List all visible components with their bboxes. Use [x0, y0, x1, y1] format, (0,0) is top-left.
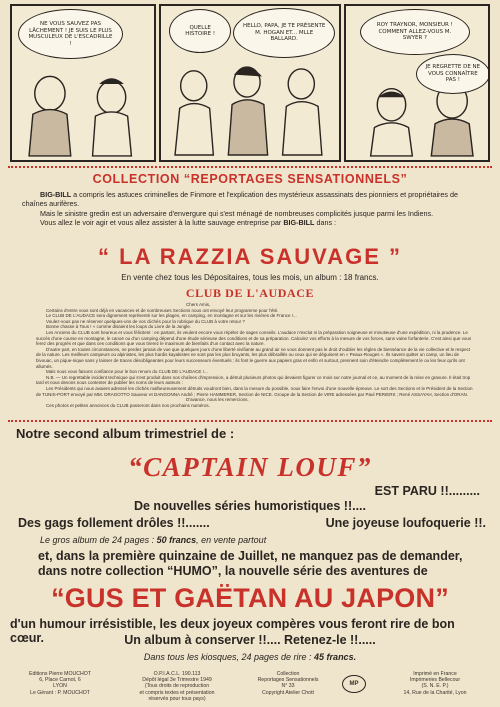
collection-paragraph-text: Vous allez le voir agir et vous allez assister à la lutte sauvage entreprise par: [40, 218, 282, 228]
colophon-line: Dépôt légal 3e Trimestre 1949: [142, 677, 212, 684]
club-title: CLUB DE L'AUDACE: [185, 286, 315, 300]
release-line: et, dans la première quinzaine de Juillet, ne manquez pas de demander,: [38, 549, 463, 563]
colophon-line: N° 33: [281, 683, 295, 690]
price-line-text: en vente partout: [201, 535, 267, 545]
colophon-line: et compris textes et présentation: [139, 689, 215, 696]
comic-panel-3: [344, 4, 490, 162]
colophon-line: Le Gérant : P. MOUCHOT: [30, 689, 90, 696]
collection-line: dans notre collection “HUMO”, la nouvelle série des aventures de: [38, 564, 428, 578]
dotted-divider: [8, 420, 492, 422]
collection-title: COLLECTION “REPORTAGES SENSATIONNELS”: [92, 172, 408, 186]
series-text: De nouvelles séries humoristiques !!....: [133, 499, 366, 513]
colophon-line: Collection: [276, 671, 300, 677]
keep-album-line: Un album à conserver !!.... Retenez-le !!.....: [124, 633, 376, 647]
collection-paragraph: [22, 218, 482, 227]
album-price: 50 francs: [156, 535, 197, 545]
hero-name: BIG-BILL: [283, 218, 315, 228]
humour-line: d'un humour irrésistible, les deux joyeux compères vous feront rire de bon cœur.: [10, 617, 455, 645]
comic-strip: [10, 4, 490, 162]
hero-name: BIG-BILL: [40, 190, 72, 199]
colophon: [12, 671, 488, 705]
colophon-line: 6, Place Carnot, 6: [39, 677, 81, 684]
club-paragraph: Certains d'entre vous sont déjà en vacances et de nombreuses Sections nous ont envoyé leur programme pour l'été.: [46, 307, 279, 313]
club-paragraph: Voulez-vous pas ne réserver quelques-uns de vos clichés pour la rubrique du CLUB à votre retour ?: [46, 318, 245, 324]
gags-text: Des gags follement drôles !!.......: [18, 516, 210, 530]
printer-info: [382, 671, 488, 696]
kiosk-line-text: Dans tous les kiosques, 24 pages de rire :: [143, 652, 312, 662]
loufoquerie-text: Une joyeuse loufoquerie !!.: [325, 516, 486, 530]
publisher-info: [12, 671, 108, 696]
collection-text: [22, 190, 482, 228]
colophon-line: Reportages Sensationnels: [257, 677, 319, 684]
legal-info: [122, 671, 232, 702]
on-sale-notice: En vente chez tous les Dépositaires, tous les mois, un album : 18 francs.: [121, 273, 379, 282]
club-paragraph: Le CLUB DE L'AUDACE sera dignement représenté sur les plages, en camping, en montagne et sur les rivières de France !...: [46, 313, 297, 319]
collection-paragraph-text: dans :: [316, 218, 337, 228]
speech-bubble: JE REGRETTE DE NE VOUS CONNAÎTRE PAS !: [416, 54, 490, 94]
colophon-line: Copyright Atelier Chott: [262, 689, 314, 696]
club-text: [36, 302, 476, 408]
colophon-line: Imprimé en France: [413, 671, 457, 677]
comic-panel-1: [10, 4, 156, 162]
club-paragraph: Les Présidents qui nous avaient adressé les clichés malheureusement détruits voudront bien, dans la mesure du possible, nous faire l'envoi d'une nouvelle épreuve. Le sort des Sections et le Président de la Section de TUNIS-PORT envoyé par MM. DRAGOTTO Sauveur et DANGONNA André ; Pierre HAMMERER, Section de NICE. Groupe de la Section de VIRE adressées par Paul PERIERS ; René ASSAYAH, Section d'ORAN.: [36, 385, 473, 397]
speech-bubble: HELLO, PAPA, JE TE PRÉSENTE M. HOGAN ET... MLLE BALLARD.: [233, 8, 335, 58]
club-paragraph: D'autre part, en toutes circonstances, ne perdez jamais de vue que quelques jours d'une liberté vivifiante au grand air ne vous donnent pas le droit d'oublier les règles de bienséance de la vie collective et le respect de la nature. Les meilleurs campeurs ou alpinistes, les plus hardis kayakistes ne sont pas les plus bruyants, les plus débraillés ou ceux qui se déguisent en « Peaux-Rouges ». Ils savent quitter un camp, un lieu de bivouac, un pique-nique sans y laisser de traces désobligeantes pour leurs successeurs éventuels ; ils font le guerre aux papiers gras et enfin et surtout, prennent soin d'éteindre complètement le ou les feux qu'ils ont allumés.: [36, 346, 471, 369]
collection-paragraph: [22, 190, 482, 209]
colophon-line: (S. N. E. P.): [421, 683, 449, 690]
club-paragraph: N.B. — Un regrettable incident technique qui s'est produit dans nos chaînes d'impression, a détruit plusieurs photos qui devaient figurer ce mois sur notre journal et ce, au moment de la mise en gravure. Il était trop tard et nous devons nous contenter de publier les noms de leurs auteurs :: [36, 374, 471, 386]
dotted-divider: [8, 166, 492, 168]
comic-panel-2: [159, 4, 341, 162]
club-greeting: Chers Amis,: [186, 302, 211, 307]
album-price-line: Le gros album de 24 pages : 50 francs, en vente partout: [40, 535, 267, 545]
colophon-line: Editions Pierre MOUCHOT: [29, 671, 91, 677]
est-paru-text: EST PARU !!.........: [374, 484, 480, 498]
colophon-line: O.P.I.A.C.L. 190.113: [153, 671, 201, 677]
club-paragraph: Les Anciens du CLUB sont heureux et vous félicitent : en partant, ils veulent encore vous répéter de sages conseils. L'audace n'exclut ni la préparation soigneuse et minutieuse d'une expédition, ni la prudence. Le succès d'une course en montagne, le canoë ou d'un camping dépend d'une étude sérieuse des conditions et de sa préparation. Calculez vos efforts à la mesure de vos forces, sans vaine forfanterie. C'est ainsi que vous ferez des progrès et que dans ces conditions que vous tirerez le maximum de bienfaits d'un contact avec la nature.: [36, 329, 472, 347]
gus-gaetan-title: “GUS ET GAËTAN AU JAPON”: [51, 583, 449, 613]
publisher-logo: MP: [342, 675, 366, 693]
kiosk-price-line: [0, 652, 500, 662]
colophon-line: Imprimeries Bellecour: [409, 677, 461, 684]
speech-bubble: NE VOUS SAUVEZ PAS LÂCHEMENT ! JE SUIS LE PLUS MUSCULEUX DE L'ESCADRILLE !: [18, 9, 123, 59]
club-paragraph: Bonne chasse à Tous ! » comme disaient les loups du Livre de la Jungle.: [46, 324, 192, 330]
colophon-line: LYON: [53, 683, 67, 690]
speech-bubble: ROY TRAYNOR, MONSIEUR ! COMMENT ALLEZ-VOUS M. SWYER ?: [360, 9, 470, 55]
club-paragraph: Mais nous vous faisons confiance pour le bon renom du CLUB DE L'AUDACE !...: [46, 369, 208, 375]
razzia-title: “ LA RAZZIA SAUVAGE ”: [98, 244, 402, 269]
collection-info: [238, 671, 338, 696]
colophon-line: réservés pour tous pays): [148, 695, 206, 702]
collection-paragraph: Mais le sinistre gredin est un adversaire d'envergure qui s'est ménagé de nombreuses complicités jusque parmi les Indiens.: [40, 208, 434, 218]
collection-paragraph-text: a compris les astuces criminelles de Finmore et l'explication des mystérieux assassinats des pionniers et propriétaires de chaînes aurifères.: [22, 190, 459, 209]
colophon-line: 14, Rue de la Charité, Lyon: [403, 689, 467, 696]
club-paragraph: D'avance, nous les remercions.: [186, 397, 249, 403]
price-line-text: Le gros album de 24 pages :: [40, 535, 155, 545]
colophon-line: (Tous droits de reproduction: [144, 683, 210, 690]
captain-louf-title: “CAPTAIN LOUF”: [128, 452, 372, 482]
album-intro: Notre second album trimestriel de :: [16, 426, 235, 441]
speech-bubble: QUELLE HISTOIRE !: [169, 9, 231, 53]
club-paragraph: Ces photos et petites annonces du CLUB passeront dans nos prochains numéros.: [46, 402, 210, 408]
kiosk-price: 45 francs.: [314, 652, 357, 662]
